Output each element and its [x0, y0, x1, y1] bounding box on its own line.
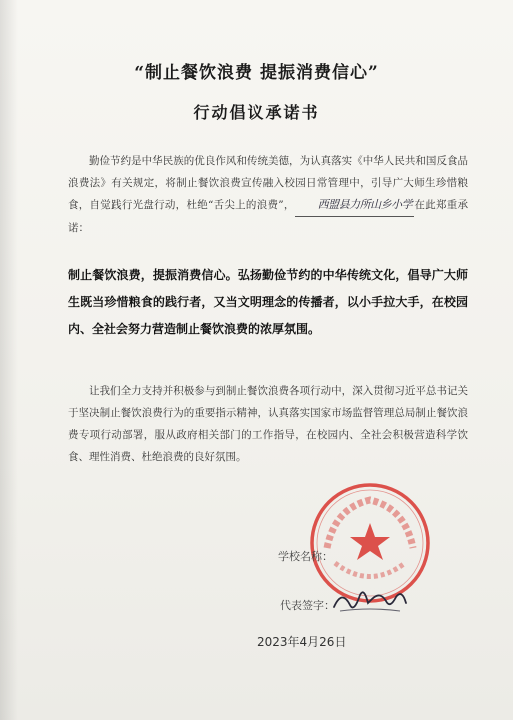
- representative-signature-label: 代表签字：: [280, 599, 335, 612]
- school-name-label: 学校名称：: [278, 550, 333, 563]
- paragraph-intro: [68, 150, 468, 239]
- paragraph-intro-text: 勤俭节约是中华民族的优良作风和传统美德，为认真落实《中华人民共和国反食品浪费法》有关规定，将制止餐饮浪费宣传融入校园日常管理中，引导广大师生珍惜粮食，自觉践行光盘行动，杜绝“舌尖上的浪费”，: [68, 155, 468, 211]
- handwritten-school-name: 西盟县力所山乡小学: [295, 194, 415, 217]
- document-title: “制止餐饮浪费 提振消费信心”: [134, 63, 379, 83]
- handwritten-signature-icon: [330, 585, 410, 617]
- signing-date: 2023年4月26日: [257, 635, 347, 649]
- paragraph-action: 让我们全力支持并积极参与到制止餐饮浪费各项行动中，深入贯彻习近平总书记关于坚决制止餐饮浪费行为的重要指示精神，认真落实国家市场监督管理总局制止餐饮浪费专项行动部署，服从政府相关部门的工作指导，在校园内、全社会积极营造科学饮食、理性消费、杜绝浪费的良好氛围。: [68, 385, 468, 463]
- document-subtitle: 行动倡议承诺书: [193, 103, 320, 122]
- paragraph-intro-ending: 在此郑重承诺：: [68, 199, 468, 234]
- paragraph-pledge: 制止餐饮浪费，提振消费信心。弘扬勤俭节约的中华传统文化，倡导广大师生既当珍惜粮食的践行者，又当文明理念的传播者，以小手拉大手，在校园内、全社会努力营造制止餐饮浪费的浓厚氛围。: [68, 268, 468, 336]
